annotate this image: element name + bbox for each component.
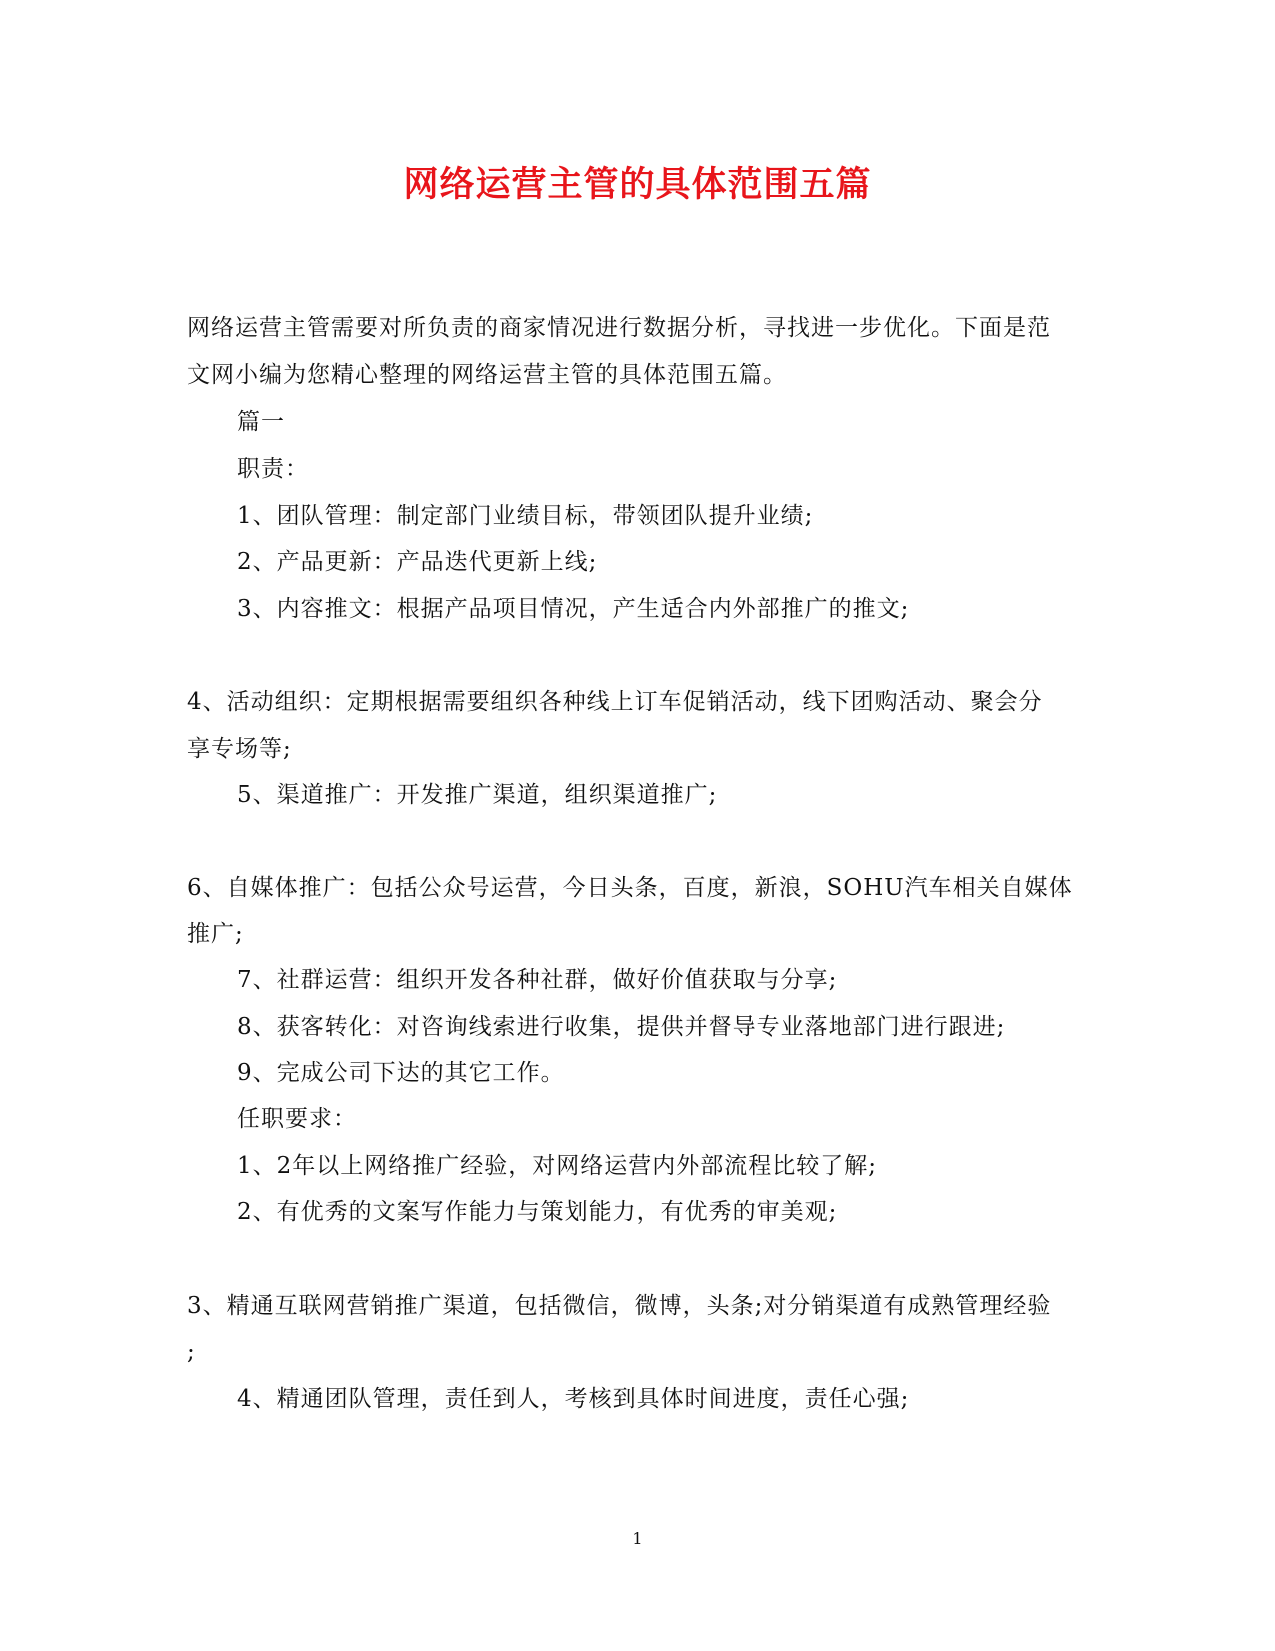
duty-item-2: 2、产品更新：产品迭代更新上线; (237, 549, 598, 575)
duty-item-4: 4、活动组织：定期根据需要组织各种线上订车促销活动，线下团购活动、聚会分 (187, 689, 1043, 715)
requirement-item-3-cont: ; (187, 1339, 196, 1365)
duties-heading: 职责： (237, 456, 309, 482)
duty-item-6-cont: 推广; (187, 921, 244, 947)
duty-item-3: 3、内容推文：根据产品项目情况，产生适合内外部推广的推文; (237, 596, 910, 622)
requirements-heading: 任职要求： (237, 1106, 357, 1132)
duty-item-9: 9、完成公司下达的其它工作。 (237, 1060, 565, 1086)
duty-item-4-cont: 享专场等; (187, 736, 292, 762)
duty-item-8: 8、获客转化：对咨询线索进行收集，提供并督导专业落地部门进行跟进; (237, 1014, 1006, 1040)
intro-line-1: 网络运营主管需要对所负责的商家情况进行数据分析，寻找进一步优化。下面是范 (187, 315, 1051, 341)
duty-item-7: 7、社群运营：组织开发各种社群，做好价值获取与分享; (237, 967, 838, 993)
requirement-item-4: 4、精通团队管理，责任到人，考核到具体时间进度，责任心强; (237, 1386, 910, 1412)
requirement-item-3: 3、精通互联网营销推广渠道，包括微信，微博，头条;对分销渠道有成熟管理经验 (187, 1293, 1052, 1319)
duty-item-5: 5、渠道推广：开发推广渠道，组织渠道推广; (237, 782, 718, 808)
requirement-item-1: 1、2年以上网络推广经验，对网络运营内外部流程比较了解; (237, 1153, 878, 1179)
section-heading: 篇一 (237, 409, 285, 435)
requirement-item-2: 2、有优秀的文案写作能力与策划能力，有优秀的审美观; (237, 1199, 838, 1225)
duty-item-1: 1、团队管理：制定部门业绩目标，带领团队提升业绩; (237, 503, 814, 529)
document-title: 网络运营主管的具体范围五篇 (403, 164, 872, 205)
page-number: 1 (632, 1529, 643, 1548)
duty-item-6: 6、自媒体推广：包括公众号运营，今日头条，百度，新浪，SOHU汽车相关自媒体 (187, 875, 1073, 901)
intro-line-2: 文网小编为您精心整理的网络运营主管的具体范围五篇。 (187, 362, 787, 388)
